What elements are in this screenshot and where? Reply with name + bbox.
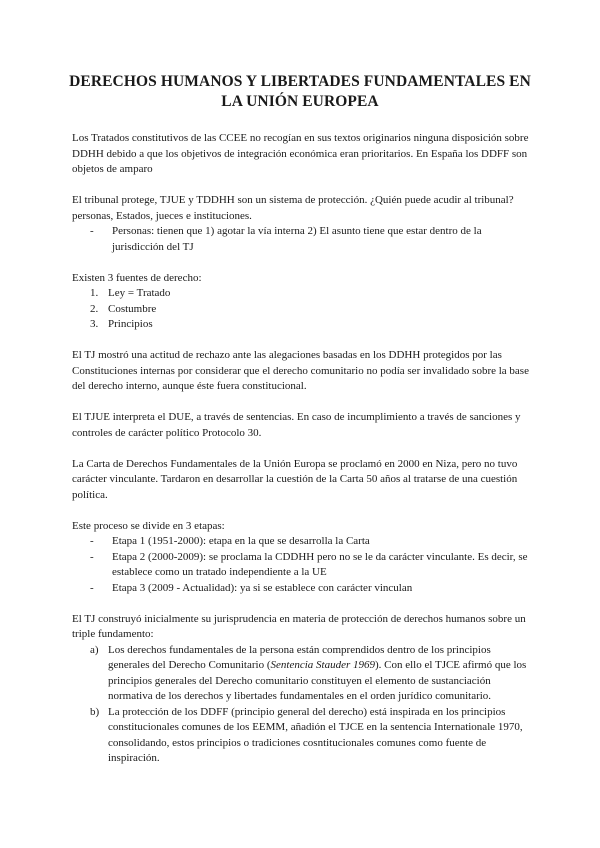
dash-marker: - [90, 550, 94, 563]
dash-marker: - [90, 581, 94, 594]
list-item-text: Etapa 1 (1951-2000): etapa en la que se desarrolla la Carta [112, 535, 370, 547]
list-item [72, 550, 532, 581]
sources-list [72, 286, 532, 333]
text-before-citation: Los derechos fundamentales de la persona están comprendidos dentro de los principios generales del Derecho Comunitario ( [108, 643, 491, 671]
letter-marker: a) [90, 643, 99, 656]
list-item [72, 224, 532, 255]
list-item [72, 286, 532, 302]
paragraph-rejection: El TJ mostró una actitud de rechazo ante las alegaciones basadas en los DDHH protegidos por las Constituciones internas por considerar que el derecho comunitario no podía ser invalidado sobre la base del derecho interno, aunque éste fuera constitucional. [72, 349, 529, 392]
list-item [72, 534, 532, 550]
foundations-list [72, 643, 532, 767]
tribunal-list [72, 224, 532, 255]
list-item [72, 581, 532, 597]
number-marker: 1. [90, 287, 99, 299]
list-item-text [108, 644, 526, 703]
paragraph-charter: La Carta de Derechos Fundamentales de la Unión Europa se proclamó en 2000 en Niza, pero no tuvo carácter vinculante. Tardaron en desarrollar la cuestión de la Carta 50 años al tratarse de una cuestión política. [72, 457, 518, 501]
dash-marker: - [90, 535, 94, 547]
list-item-text: Etapa 3 (2009 - Actualidad): ya si se establece con carácter vinculan [112, 581, 413, 594]
paragraph-interpretation: El TJUE interpreta el DUE, a través de sentencias. En caso de incumplimiento a través de sanciones y controles de carácter político Protocolo 30. [72, 411, 521, 439]
document-body [72, 131, 532, 782]
list-item-text: Costumbre [108, 302, 157, 315]
list-item-text: Etapa 2 (2000-2009): se proclama la CDDHH pero no se le da carácter vinculante. Es decir, se establece como un tratado independiente a la UE [112, 550, 528, 578]
stages-list [72, 534, 532, 596]
paragraph-stages: Este proceso se divide en 3 etapas: [72, 519, 225, 532]
document-title [60, 72, 540, 112]
list-item [72, 705, 532, 767]
paragraph-treaties: Los Tratados constitutivos de las CCEE no recogían en sus textos originarios ninguna disposición sobre DDHH debido a que los objetivos de integración económica eran prioritarios. En España los DDFF son objetos de amparo [72, 132, 529, 175]
paragraph-foundations: El TJ construyó inicialmente su jurisprudencia en materia de protección de derechos humanos sobre un triple fundamento: [72, 612, 526, 640]
list-item-text: Ley = Tratado [108, 287, 171, 299]
letter-marker: b) [90, 705, 100, 718]
dash-marker: - [90, 225, 94, 237]
list-item-text: Principios [108, 318, 153, 330]
list-item-text: La protección de los DDFF (principio general del derecho) está inspirada en los principios constitucionales comunes de los EEMM, añadión el TJCE en la sentencia Internationale 1970, consolidando, estos principios o tradiciones cosntitucionales comunes como fuente de inspiración. [108, 705, 523, 764]
list-item [72, 643, 532, 705]
number-marker: 2. [90, 302, 99, 315]
list-item [72, 317, 532, 333]
title-line-2: LA UNIÓN EUROPEA [221, 93, 379, 110]
text-after-citation: ). Con ello el TJCE afirmó que los principios generales del Derecho comunitario constituyen el elemento de sustanciación normativa de los derechos y libertades fundamentales en el orden jurídico comunitario. [108, 659, 527, 702]
list-item-text: Personas: tienen que 1) agotar la vía interna 2) El asunto tiene que estar dentro de la jurisdicción del TJ [112, 225, 482, 253]
paragraph-tribunal: El tribunal protege, TJUE y TDDHH son un sistema de protección. ¿Quién puede acudir al tribunal? personas, Estados, jueces e instituciones. [72, 194, 514, 222]
list-item [72, 302, 532, 318]
number-marker: 3. [90, 318, 99, 330]
citation: Sentencia Stauder 1969 [270, 659, 375, 671]
paragraph-sources: Existen 3 fuentes de derecho: [72, 271, 202, 284]
title-line-1: DERECHOS HUMANOS Y LIBERTADES FUNDAMENTALES EN [69, 73, 531, 90]
